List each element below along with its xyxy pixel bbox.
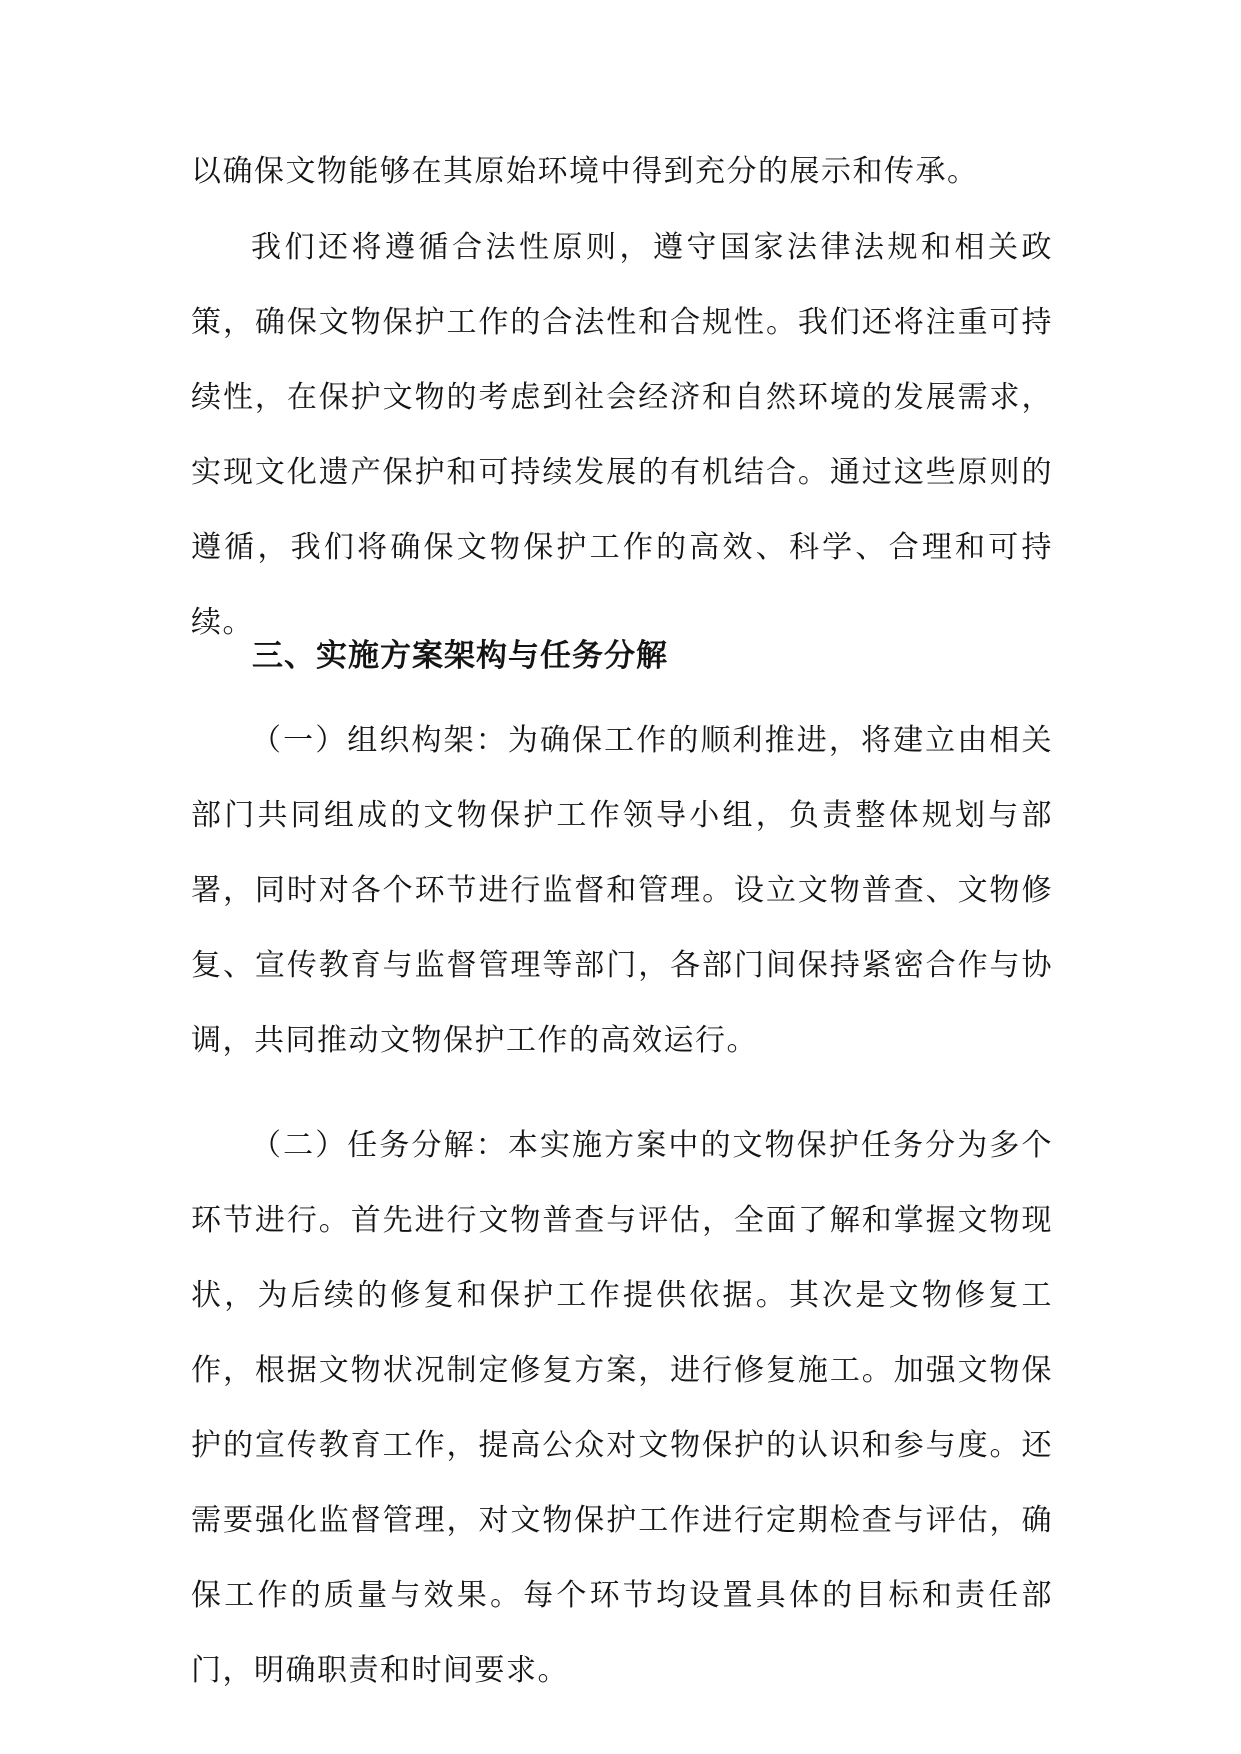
paragraph-continuation: 以确保文物能够在其原始环境中得到充分的展示和传承。 — [191, 154, 979, 189]
section-heading: 三、实施方案架构与任务分解 — [252, 638, 668, 674]
paragraph-principles: 我们还将遵循合法性原则，遵守国家法律法规和相关政策，确保文物保护工作的合法性和合规性。我们还将注重可持续性，在保护文物的考虑到社会经济和自然环境的发展需求，实现文化遗产保护和可持续发展的有机结合。通过这些原则的遵循，我们将确保文物保护工作的高效、科学、合理和可持续。 — [191, 230, 1053, 640]
paragraph-task-breakdown: （二）任务分解：本实施方案中的文物保护任务分为多个环节进行。首先进行文物普查与评估，全面了解和掌握文物现状，为后续的修复和保护工作提供依据。其次是文物修复工作，根据文物状况制定修复方案，进行修复施工。加强文物保护的宣传教育工作，提高公众对文物保护的认识和参与度。还需要强化监督管理，对文物保护工作进行定期检查与评估，确保工作的质量与效果。每个环节均设置具体的目标和责任部门，明确职责和时间要求。 — [191, 1128, 1053, 1688]
paragraph-organization: （一）组织构架：为确保工作的顺利推进，将建立由相关部门共同组成的文物保护工作领导小组，负责整体规划与部署，同时对各个环节进行监督和管理。设立文物普查、文物修复、宣传教育与监督管理等部门，各部门间保持紧密合作与协调，共同推动文物保护工作的高效运行。 — [191, 723, 1053, 1058]
